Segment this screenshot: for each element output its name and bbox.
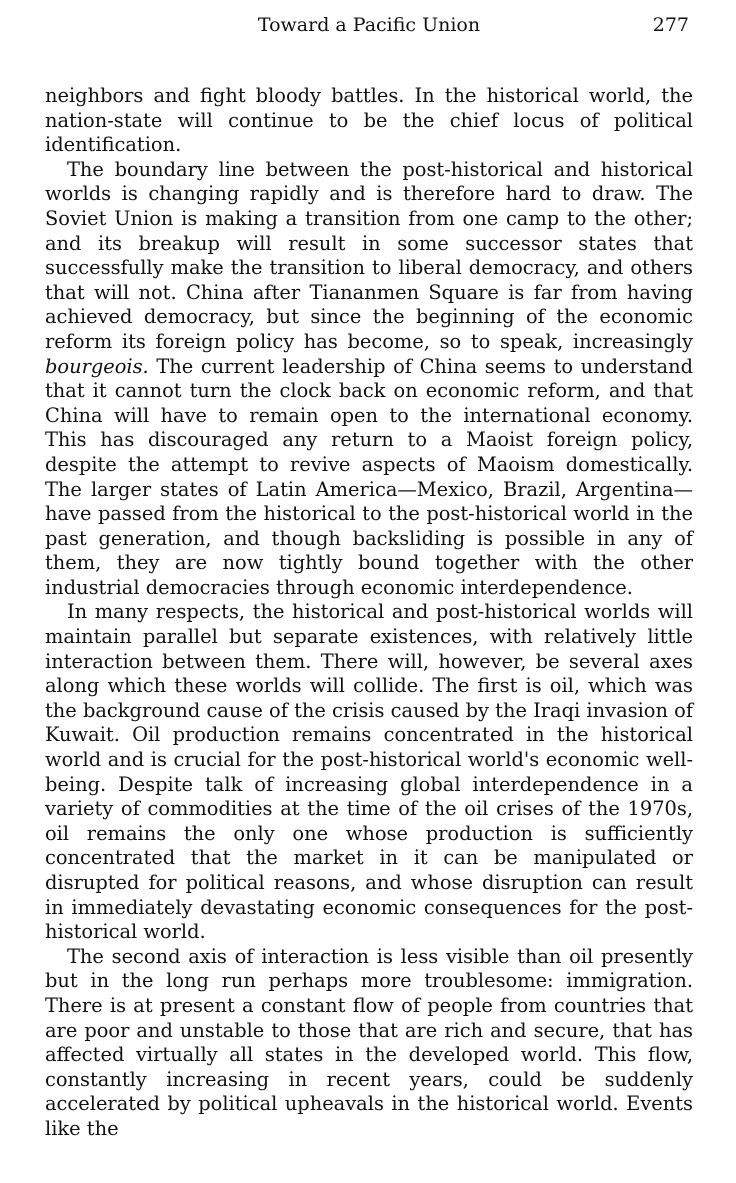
running-head (45, 12, 693, 46)
running-title: Toward a Pacific Union (257, 14, 481, 36)
paragraph-oil-axis: In many respects, the historical and post-historical worlds will maintain parallel but separate existences, with relatively little interaction between them. There will, however, be several axes along which these worlds will collide. The first is oil, which was the background cause of the crisis caused by the Iraqi invasion of Kuwait. Oil production remains concentrated in the historical world and is crucial for the post-historical world's economic well-being. Despite talk of increasing global interdependence in a variety of commodities at the time of the oil crises of the 1970s, oil remains the only one whose production is sufficiently concentrated that the market in it can be manipulated or disrupted for political reasons, and whose disruption can result in immediately devastating economic consequences for the post-historical world. (45, 600, 693, 944)
paragraph-text: The boundary line between the post-historical and historical worlds is changing rapidly and is therefore hard to draw. The Soviet Union is making a transition from one camp to the other; and its breakup will result in some successor states that successfully make the transition to liberal democracy, and others that will not. China after Tiananmen Square is far from having achieved democracy, but since the beginning of the economic reform its foreign policy has become, so to speak, increasingly (45, 157, 693, 353)
paragraph-continuation: neighbors and fight bloody battles. In the historical world, the nation-state will continue to be the chief locus of political identification. (45, 84, 693, 157)
paragraph-text: The current leadership of China seems to understand that it cannot turn the clock back on economic reform, and that China will have to remain open to the international economy. This has discouraged any return to a Maoist foreign policy, despite the attempt to revive aspects of Maoism domestically. The larger states of Latin America—Mexico, Brazil, Argentina—have passed from the historical to the post-historical world in the past generation, and though backsliding is possible in any of them, they are now tightly bound together with the other industrial democracies through economic interdependence. (45, 354, 693, 599)
book-page (45, 12, 693, 1142)
emphasis-bourgeois: bourgeois. (45, 354, 149, 378)
paragraph-immigration-axis: The second axis of interaction is less visible than oil presently but in the long run perhaps more troublesome: immigration. There is at present a constant flow of people from countries that are poor and unstable to those that are rich and secure, that has affected virtually all states in the developed world. This flow, constantly increasing in recent years, could be suddenly accelerated by political upheavals in the historical world. Events like the (45, 944, 693, 1140)
page-number: 277 (652, 14, 689, 36)
paragraph-boundary-line (45, 158, 693, 601)
body-text (45, 84, 693, 1142)
